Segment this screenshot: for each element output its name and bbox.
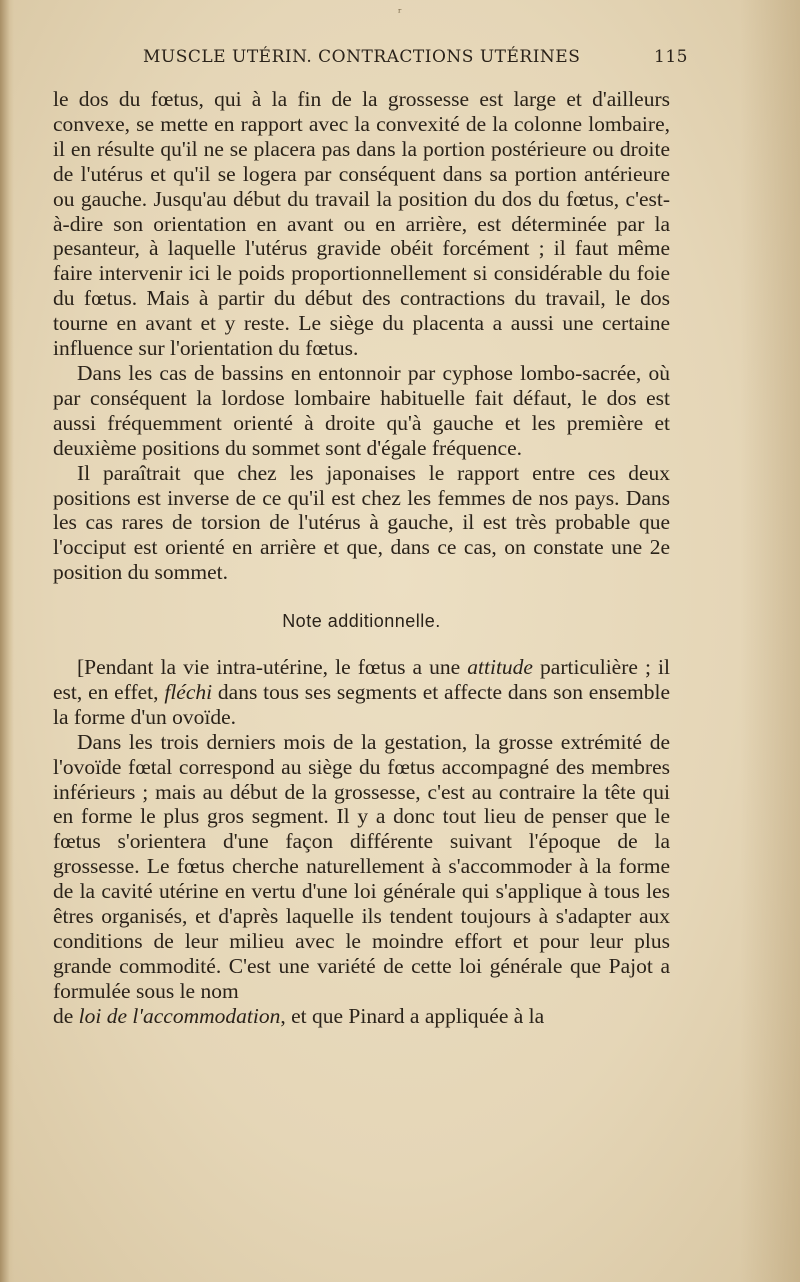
- italic-flechi: fléchi: [164, 679, 213, 704]
- italic-loi-accommodation: loi de l'accommodation: [78, 1003, 281, 1028]
- paragraph-6-text-b: , et que Pinard a appliquée à la: [280, 1003, 545, 1028]
- paragraph-2: Dans les cas de bassins en entonnoir par cyphose lombo-sacrée, où par conséquent la lordose lombaire habituelle fait défaut, le dos est aussi fréquemment orienté à droite qu'à gauche et les première et deuxième positions du sommet sont d'égale fréquence.: [53, 360, 670, 460]
- paragraph-4-text-c: dans tous ses segments et affecte dans son ensemble la forme d'un ovoïde.: [53, 679, 670, 729]
- paragraph-4: [53, 655, 670, 730]
- italic-attitude: attitude: [467, 655, 533, 680]
- paragraph-3: Il paraîtrait que chez les japonaises le rapport entre ces deux positions est inverse de ce qu'il est chez les femmes de nos pays. Dans les cas rares de torsion de l'utérus à gauche, il est très probable que l'occiput est orienté en arrière et que, dans ce cas, on constate une 2e position du sommet.: [53, 460, 670, 585]
- paragraph-5: [53, 730, 670, 1029]
- section-heading: Note additionnelle.: [282, 611, 441, 632]
- paragraph-5-text: Dans les trois derniers mois de la gestation, la grosse extrémité de l'ovoïde fœtal correspond au siège du fœtus accompagné des membres inférieurs ; mais au début de la grossesse, c'est au contraire la tête qui en forme le plus gros segment. Il y a donc tout lieu de penser que le fœtus s'orientera d'une façon différente suivant l'époque de la grossesse. Le fœtus cherche naturellement à s'accommoder à la forme de la cavité utérine en vertu d'une loi générale qui s'applique à tous les êtres organisés, et d'après laquelle ils tendent toujours à s'adapter aux conditions de leur milieu avec le moindre effort et pour leur plus grande commodité. C'est une variété de cette loi générale que Pajot a formulée sous le nom: [53, 729, 670, 1003]
- body-text: [53, 87, 670, 1029]
- running-title: MUSCLE UTÉRIN. CONTRACTIONS UTÉRINES: [143, 47, 581, 67]
- paragraph-4-text-a: [Pendant la vie intra-utérine, le fœtus a une: [77, 655, 468, 680]
- paragraph-1: le dos du fœtus, qui à la fin de la grossesse est large et d'ailleurs convexe, se mette en rapport avec la convexité de la colonne lombaire, il en résulte qu'il ne se placera pas dans la portion postérieure ou droite de l'utérus et qu'il se logera par conséquent dans sa portion antérieure ou gauche. Jusqu'au début du travail la position du dos du fœtus, c'est-à-dire son orientation en avant ou en arrière, est déterminée par la pesanteur, à laquelle l'utérus gravide obéit forcément ; il faut même faire intervenir ici le poids proportionnellement si considérable du foie du fœtus. Mais à partir du début des contractions du travail, le dos tourne en avant et y reste. Le siège du placenta a aussi une certaine influence sur l'orientation du fœtus.: [53, 87, 670, 361]
- running-header: [143, 47, 688, 73]
- page-number: 115: [654, 47, 688, 67]
- printer-mark: ʳ: [398, 6, 402, 19]
- paragraph-6-text-a: de: [53, 1003, 79, 1028]
- paragraph-4-text-b: particulière ; il est, en effet,: [53, 655, 670, 704]
